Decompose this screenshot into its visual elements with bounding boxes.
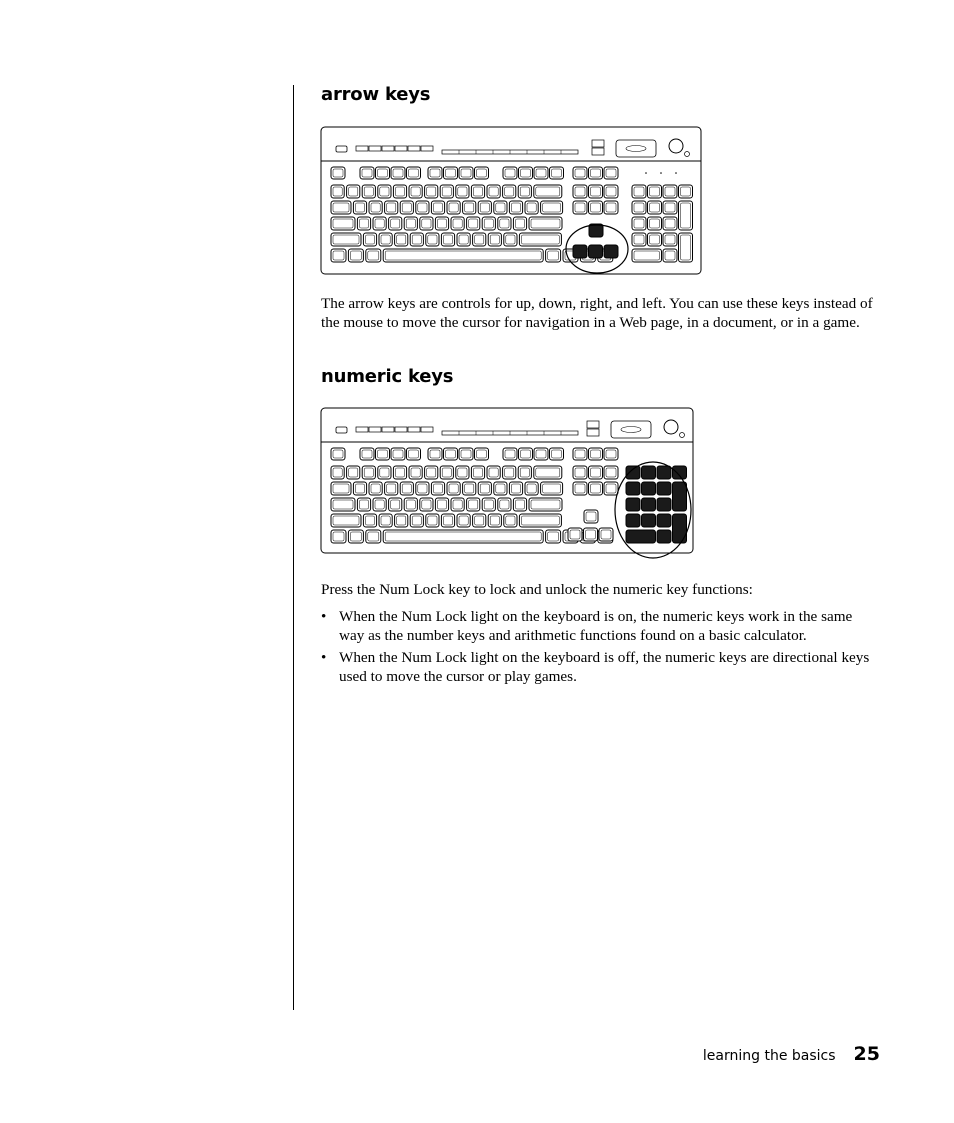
- bullet-text: When the Num Lock light on the keyboard is on, the numeric keys work in the same way as the number keys and arithmetic functions found on a basic calculator.: [339, 608, 853, 644]
- arrow-keys-description: The arrow keys are controls for up, down, right, and left. You can use these keys instead of the mouse to move the cursor for navigation in a Web page, in a document, or in a game.: [321, 295, 873, 331]
- highlighted-key: [604, 245, 618, 258]
- highlighted-key: [657, 530, 671, 543]
- media-button: [382, 146, 394, 151]
- bullet-text: When the Num Lock light on the keyboard is off, the numeric keys are directional keys used to move the cursor or play games.: [339, 649, 870, 685]
- highlighted-key: [626, 514, 640, 527]
- media-button: [395, 427, 407, 432]
- media-button: [395, 146, 407, 151]
- highlighted-key: [626, 466, 640, 479]
- page-number: 25: [853, 1043, 880, 1065]
- media-button: [356, 427, 368, 432]
- media-button: [369, 146, 381, 151]
- highlighted-key: [673, 514, 687, 543]
- bullet-icon: •: [321, 649, 327, 666]
- highlighted-key: [657, 482, 671, 495]
- status-light: [645, 172, 647, 174]
- media-button: [408, 146, 420, 151]
- highlighted-key: [657, 498, 671, 511]
- indicator-light: [680, 433, 685, 438]
- highlighted-key: [589, 245, 603, 258]
- status-light: [660, 172, 662, 174]
- media-button: [336, 427, 347, 433]
- volume-up-button: [587, 421, 599, 428]
- highlighted-key: [673, 466, 687, 479]
- bullet-icon: •: [321, 608, 327, 625]
- media-button: [369, 427, 381, 432]
- volume-up-button: [592, 140, 604, 147]
- page-footer: [703, 1043, 880, 1065]
- volume-knob: [664, 420, 678, 434]
- volume-down-button: [592, 148, 604, 155]
- margin-rule: [293, 85, 294, 1010]
- status-light: [675, 172, 677, 174]
- highlighted-key: [626, 498, 640, 511]
- media-button: [382, 427, 394, 432]
- numeric-keys-intro: Press the Num Lock key to lock and unlock the numeric key functions:: [321, 581, 753, 598]
- media-button: [408, 427, 420, 432]
- media-button: [421, 146, 433, 151]
- heading-arrow-keys: arrow keys: [321, 84, 431, 105]
- media-button: [336, 146, 347, 152]
- heading-numeric-keys: numeric keys: [321, 366, 454, 387]
- jog-control: [616, 140, 656, 157]
- highlighted-key: [642, 482, 656, 495]
- volume-down-button: [587, 429, 599, 436]
- bullet-item: [321, 607, 881, 645]
- jog-control: [611, 421, 651, 438]
- volume-knob: [669, 139, 683, 153]
- bullet-item: [321, 648, 881, 686]
- highlighted-key: [642, 498, 656, 511]
- numlock-bullet-list: [321, 607, 881, 689]
- highlighted-key: [573, 245, 587, 258]
- media-button: [421, 427, 433, 432]
- footer-section-name: learning the basics: [702, 1048, 836, 1064]
- media-button: [356, 146, 368, 151]
- highlighted-key: [673, 482, 687, 511]
- highlighted-key: [642, 514, 656, 527]
- keyboard-arrow-keys-figure: [320, 126, 704, 276]
- highlighted-key: [657, 514, 671, 527]
- highlighted-key: [626, 530, 656, 543]
- keyboard-numeric-keys-figure: [320, 407, 704, 559]
- highlighted-key: [626, 482, 640, 495]
- highlighted-key: [642, 466, 656, 479]
- indicator-light: [685, 152, 690, 157]
- highlighted-key: [657, 466, 671, 479]
